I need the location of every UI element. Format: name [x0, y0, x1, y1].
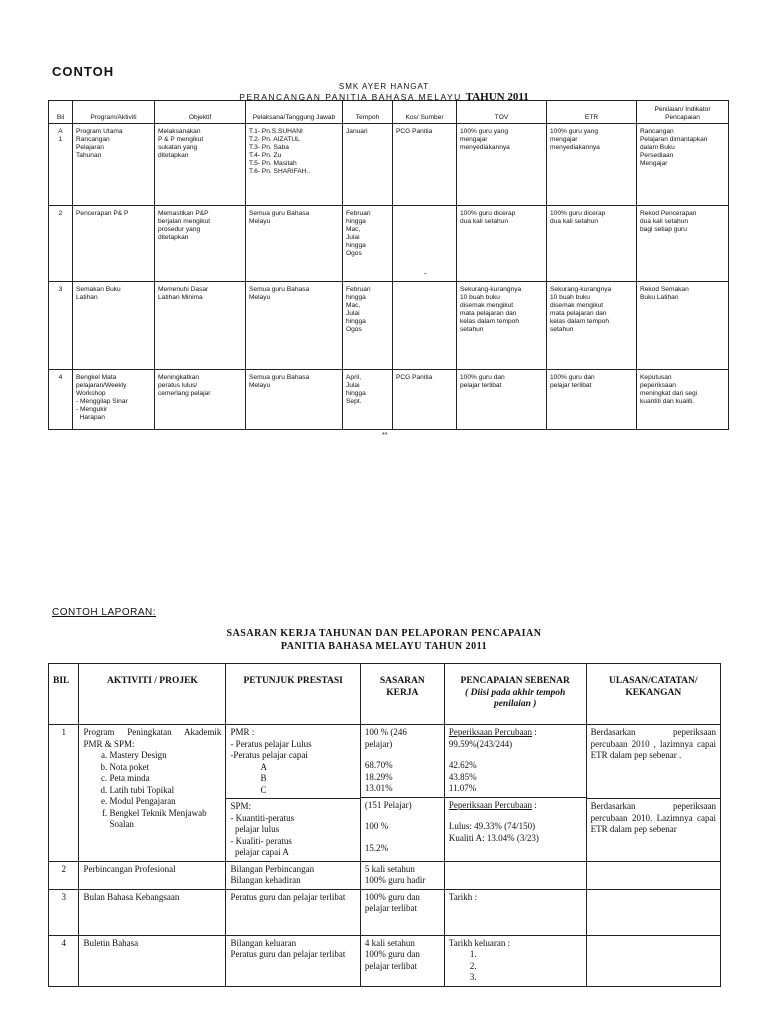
cell-line: mengajar	[550, 136, 578, 143]
cell-line: Sept.	[346, 398, 362, 405]
report-row-ulasan	[586, 861, 720, 889]
sasaran-line: pelajar terlibat	[364, 960, 418, 971]
cell-line: Semua guru Bahasa	[249, 210, 310, 217]
spm-pencapaian-label-line: Peperiksaan Percubaan :	[448, 799, 537, 810]
cell-line: - Mengukir	[76, 406, 108, 413]
spm-ulasan: Berdasarkan peperiksaan percubaan 2010. Lazimnya capai ETR dalam pep sebenar	[587, 798, 720, 841]
cell-line: pelajar terlibat	[460, 382, 502, 389]
planning-cell-etr	[547, 370, 637, 430]
spm-petunjuk	[226, 798, 359, 859]
petunjuk-line: Bilangan Perbincangan	[230, 863, 315, 874]
planning-header-row	[49, 101, 729, 124]
report-title-line2: PANITIA BAHASA MELAYU TAHUN 2011	[280, 641, 488, 652]
aktiviti-item: f. Bengkel Teknik Menjawab Soalan	[109, 808, 221, 831]
planning-row	[49, 282, 729, 370]
cell-line: 1	[58, 136, 63, 143]
report-row-sasaran	[360, 725, 444, 862]
pmr-pencapaian-line: 99.59%(243/244)	[448, 738, 513, 749]
report-row-bil: 1	[49, 725, 79, 862]
cell-line: Melaksanakan	[158, 128, 201, 135]
keluaran-item	[479, 961, 582, 973]
cell-line: Meningkatkan	[158, 374, 200, 381]
pmr-pencapaian-line: 42.62%	[448, 760, 477, 770]
cell-line: peratus lulus/	[158, 382, 198, 389]
pencapaian-note: ( Diisi pada akhir tempoh penilaian )	[465, 687, 566, 709]
cell-line: Mac,	[346, 302, 361, 309]
cell-line: A	[58, 128, 63, 135]
cell-line: mengajar	[460, 136, 488, 143]
report-row-aktiviti: Buletin Bahasa	[79, 935, 226, 986]
cell-line: hingga	[346, 218, 366, 225]
spm-pencapaian-label: Peperiksaan Percubaan	[448, 799, 533, 810]
pmr-sasaran-line: 13.01%	[364, 783, 393, 793]
planning-cell-tov	[457, 206, 547, 282]
keluaran-item	[479, 972, 582, 984]
cell-line: hingga	[346, 242, 366, 249]
report-row-pencapaian	[444, 935, 586, 986]
planning-cell-etr	[547, 206, 637, 282]
cell-line: Melayu	[249, 382, 271, 389]
report-col-aktiviti: AKTIVITI / PROJEK	[79, 664, 226, 725]
school-name: SMK AYER HANGAT	[338, 82, 430, 91]
planning-cell-penilaian	[637, 124, 729, 206]
sasaran-line: 100% guru dan	[364, 891, 420, 902]
keluaran-item	[479, 949, 582, 961]
planning-cell-kos	[393, 282, 457, 370]
pmr-sasaran-line: 18.29%	[364, 771, 393, 782]
report-row-petunjuk	[226, 861, 360, 889]
aktiviti-list	[83, 750, 221, 831]
pmr-grade: A	[260, 761, 267, 772]
cell-line: T.6- Pn. SHARIFAH..	[249, 168, 311, 175]
planning-cell-bil	[49, 370, 73, 430]
report-row-sasaran	[360, 889, 444, 935]
col-header-tempoh: Tempoh	[343, 101, 393, 124]
sasaran-line: 4 kali setahun	[364, 937, 415, 948]
spm-petunjuk-line: SPM:	[230, 801, 251, 811]
cell-line: PCG Panitia	[396, 128, 433, 135]
cell-line: Bengkel Mata	[76, 374, 117, 381]
cell-line: Buku Latihan	[640, 294, 679, 301]
spm-sasaran-line: 15.2%	[364, 842, 389, 853]
cell-line: disemak mengikut	[550, 302, 604, 309]
planning-cell-program	[73, 282, 155, 370]
cell-line: P & P mengikut	[158, 136, 204, 143]
report-row-pencapaian	[444, 725, 586, 862]
cell-line: sukatan yang	[158, 144, 198, 151]
cell-line: Sekurang-kurangnya	[550, 286, 612, 293]
planning-cell-program	[73, 370, 155, 430]
planning-cell-pelaksana	[246, 282, 343, 370]
cell-line: disemak mengikut	[460, 302, 514, 309]
cell-line: Rancangan	[640, 128, 674, 135]
planning-cell-etr	[547, 282, 637, 370]
planning-cell-kos	[393, 370, 457, 430]
cell-line: T.5- Pn. Masitah	[249, 160, 297, 167]
planning-cell-tempoh	[343, 370, 393, 430]
report-row-4	[49, 935, 721, 986]
planning-cell-kos	[393, 124, 457, 206]
cell-line: Semakan Buku	[76, 286, 121, 293]
spm-petunjuk-line: pelajar lulus	[230, 824, 280, 834]
report-col-ulasan: ULASAN/CATATAN/ KEKANGAN	[586, 664, 720, 725]
pmr-grade: C	[260, 784, 267, 795]
col-header-kos: Kos/ Sumber	[393, 101, 457, 124]
cell-line: hingga	[346, 390, 366, 397]
cell-line: Latihan Minima	[158, 294, 203, 301]
report-title-line1: SASARAN KERJA TAHUNAN DAN PELAPORAN PENCAPAIAN	[226, 628, 542, 639]
spm-pencapaian	[445, 797, 586, 845]
cell-line: pelajar terlibat	[550, 382, 592, 389]
cell-line: Mac,	[346, 226, 361, 233]
report-row-bil: 2	[49, 861, 79, 889]
petunjuk-line: Bilangan keluaran	[230, 937, 297, 948]
spm-sasaran-line: (151 Pelajar)	[364, 799, 412, 810]
spm-pencapaian-line: Lulus: 49.33% (74/150)	[448, 821, 536, 831]
pmr-sasaran-line: 100 % (246	[364, 727, 407, 737]
pmr-pencapaian-line: 11.07%	[448, 783, 477, 793]
report-row-petunjuk: Peratus guru dan pelajar terlibat	[226, 889, 360, 935]
pmr-pencapaian-label-line: Peperiksaan Percubaan :	[448, 727, 537, 737]
sasaran-line: pelajar terlibat	[364, 903, 418, 913]
cell-line: Workshop	[76, 390, 106, 397]
dash-mark: -	[424, 269, 427, 278]
cell-line: Ogos	[346, 250, 362, 257]
planning-cell-program	[73, 124, 155, 206]
report-col-sasaran: SASARAN KERJA	[360, 664, 444, 725]
planning-table	[48, 100, 729, 430]
pencapaian-label: Tarikh keluaran :	[448, 937, 511, 948]
aktiviti-item: b. Nota poket	[109, 762, 221, 774]
pmr-sasaran-line: pelajar)	[364, 738, 393, 749]
cell-line: Rekod Pencerapan	[640, 210, 697, 217]
cell-line: hingga	[346, 294, 366, 301]
pmr-ulasan: Berdasarkan peperiksaan percubaan 2010 , lazimnya capai ETR dalam pep sebenar .	[590, 727, 716, 760]
petunjuk-line: Bilangan kehadiran	[230, 875, 301, 885]
cell-line: prosedur yang	[158, 226, 201, 233]
cell-line: meningkat dari segi	[640, 390, 698, 397]
planning-cell-penilaian	[637, 206, 729, 282]
aktiviti-item: c. Peta minda	[109, 773, 221, 785]
report-row-petunjuk	[226, 725, 360, 862]
cell-line: Harapan	[76, 414, 105, 421]
planning-cell-tempoh	[343, 206, 393, 282]
cell-line: Latihan	[76, 294, 98, 301]
cell-line: hingga	[346, 318, 366, 325]
cell-line: T.1- Pn.S.SUHANI	[249, 128, 303, 135]
cell-line: menyediakannya	[550, 144, 600, 151]
spm-petunjuk-line: - Kuantiti-peratus	[230, 812, 295, 823]
cell-line: Sekurang-kurangnya	[460, 286, 522, 293]
col-header-penilaian: Penilaian/ Indikator Pencapaian	[637, 101, 729, 124]
cell-line: Mengajar	[640, 160, 668, 167]
petunjuk-line: Peratus guru dan pelajar terlibat	[230, 949, 346, 959]
cell-line: Rekod Semakan	[640, 286, 689, 293]
pmr-petunjuk-line: -Peratus pelajar capai	[230, 750, 308, 760]
cell-line: Program Utama	[76, 128, 123, 135]
cell-line: Julai	[346, 234, 360, 241]
cell-line: setahun	[550, 326, 574, 333]
cell-line: pelajaran/Weekly	[76, 382, 127, 389]
pmr-petunjuk-line: - Peratus pelajar Lulus	[230, 738, 312, 749]
report-row-bil: 3	[49, 889, 79, 935]
section-heading-laporan: CONTOH LAPORAN:	[52, 607, 156, 618]
cell-line: bagi setiap guru	[640, 226, 687, 233]
cell-line: 4	[58, 374, 63, 381]
cell-line: 100% guru dicerap	[460, 210, 516, 217]
cell-line: Februari	[346, 210, 371, 217]
planning-row	[49, 206, 729, 282]
col-header-objektif: Objektif	[155, 101, 246, 124]
cell-line: kelas dalam tempoh	[550, 318, 610, 325]
cell-line: T.3- Pn. Saba	[249, 144, 289, 151]
planning-row	[49, 124, 729, 206]
cell-line: Persediaan	[640, 152, 674, 159]
col-header-etr: ETR	[547, 101, 637, 124]
cell-line: Julai	[346, 382, 360, 389]
cell-line: T.2- Pn. AIZATUL	[249, 136, 300, 143]
report-row-ulasan	[586, 935, 720, 986]
cell-line: dua kali setahun	[460, 218, 509, 225]
cell-line: Januari	[346, 128, 368, 135]
col-header-pelaksana: Pelaksana/Tanggung Jawab	[246, 101, 343, 124]
cell-line: ditetapkan	[158, 152, 189, 159]
cell-line: PCG Panitia	[396, 374, 433, 381]
planning-cell-bil	[49, 282, 73, 370]
report-row-aktiviti: Bulan Bahasa Kebangsaan	[79, 889, 226, 935]
cell-line: Pelajaran dimantapkan	[640, 136, 708, 143]
report-row-sasaran	[360, 861, 444, 889]
cell-line: Pelajaran	[76, 144, 104, 151]
cell-line: ditetapkan	[158, 234, 189, 241]
cell-line: peperiksaan	[640, 382, 676, 389]
cell-line: Melayu	[249, 294, 271, 301]
spm-petunjuk-line: pelajar capai A	[230, 847, 289, 857]
pmr-pencapaian	[449, 727, 582, 795]
report-col-bil: BIL	[49, 664, 79, 725]
planning-cell-program	[73, 206, 155, 282]
pmr-grade: B	[260, 773, 267, 783]
cell-line: 100% guru yang	[550, 128, 599, 135]
spacer	[449, 750, 582, 760]
cell-line: Rancangan	[76, 136, 110, 143]
cell-line: 100% guru yang	[460, 128, 509, 135]
cell-line: 3	[58, 286, 63, 293]
report-row-ulasan	[586, 889, 720, 935]
spacer	[365, 811, 440, 821]
report-row-pencapaian	[444, 861, 586, 889]
cell-line: 2	[58, 210, 63, 217]
cell-line: Semua guru Bahasa	[249, 374, 310, 381]
cell-line: mata pelajaran dan	[550, 310, 607, 317]
spm-sasaran-line: 100 %	[364, 821, 389, 831]
planning-cell-etr	[547, 124, 637, 206]
aktiviti-title: Program Peningkatan Akademik PMR & SPM:	[83, 727, 222, 749]
cell-line: Pencerapan P& P	[76, 210, 129, 217]
planning-cell-pelaksana	[246, 370, 343, 430]
cell-line: 100% guru dan	[550, 374, 595, 381]
planning-cell-objektif	[155, 206, 246, 282]
report-col-pencapaian	[444, 664, 586, 725]
aktiviti-item: e. Modul Pengajaran	[109, 796, 221, 808]
cell-line: 10 buah buku	[460, 294, 500, 301]
report-header-row	[49, 664, 721, 725]
section-heading-contoh: CONTOH	[52, 64, 115, 79]
cell-line: menyediakannya	[460, 144, 510, 151]
sasaran-line: 5 kali setahun	[364, 863, 415, 874]
cell-line: Februari	[346, 286, 371, 293]
report-row-petunjuk	[226, 935, 360, 986]
planning-row	[49, 370, 729, 430]
report-row-pencapaian	[444, 889, 586, 935]
cell-line: Ogos	[346, 326, 362, 333]
cell-line: Melayu	[249, 218, 271, 225]
cell-line: dua kali setahun	[550, 218, 599, 225]
pencapaian-line: Tarikh :	[448, 891, 477, 902]
pmr-petunjuk-line: PMR :	[230, 727, 255, 737]
cell-line: dalam Buku	[640, 144, 675, 151]
sasaran-line: 100% guru hadir	[364, 875, 426, 885]
spacer	[365, 750, 440, 760]
planning-cell-pelaksana	[246, 124, 343, 206]
report-col-petunjuk: PETUNJUK PRESTASI	[226, 664, 360, 725]
cell-line: Memenuhi Dasar	[158, 286, 209, 293]
cell-line: Tahunan	[76, 152, 102, 159]
report-row-2	[49, 861, 721, 889]
col-header-program: Program/Aktiviti	[73, 101, 155, 124]
spm-sasaran	[361, 797, 444, 855]
cell-line: 100% guru dan	[460, 374, 505, 381]
report-row-aktiviti: Perbincangan Profesional	[79, 861, 226, 889]
cell-line: April,	[346, 374, 362, 381]
planning-cell-objektif	[155, 124, 246, 206]
planning-cell-objektif	[155, 282, 246, 370]
sasaran-line: 100% guru dan	[364, 949, 420, 959]
spm-petunjuk-line: - Kualiti- peratus	[230, 835, 292, 846]
pmr-pencapaian-label: Peperiksaan Percubaan	[448, 727, 533, 737]
cell-line: 10 buah buku	[550, 294, 590, 301]
aktiviti-item: a. Mastery Design	[109, 750, 221, 762]
cell-line: cemerlang pelajar	[158, 390, 211, 397]
footer-mark: **	[382, 432, 388, 439]
planning-cell-tov	[457, 370, 547, 430]
planning-cell-tempoh	[343, 282, 393, 370]
report-table	[48, 663, 721, 987]
col-header-bil: Bil	[49, 101, 73, 124]
report-row-bil: 4	[49, 935, 79, 986]
pmr-sasaran	[365, 727, 440, 795]
pencapaian-title: PENCAPAIAN SEBENAR	[460, 676, 570, 686]
cell-line: berjalan mengikut	[158, 218, 211, 225]
cell-line: Julai	[346, 310, 360, 317]
cell-line: Keputusan	[640, 374, 672, 381]
cell-line: T.4- Pn. Zu	[249, 152, 282, 159]
planning-cell-tempoh	[343, 124, 393, 206]
planning-cell-penilaian	[637, 282, 729, 370]
cell-line: - Menggilap Sinar	[76, 398, 128, 405]
spacer	[449, 811, 582, 821]
report-row-1	[49, 725, 721, 862]
aktiviti-item: d. Latih tubi Topikal	[109, 785, 221, 797]
spm-pencapaian-line: Kualiti A: 13.04% (3/23)	[448, 832, 539, 843]
col-header-tov: TOV	[457, 101, 547, 124]
cell-line: mata pelajaran dan	[460, 310, 517, 317]
pmr-sasaran-line: 68.70%	[364, 760, 393, 770]
cell-line: Memastikan P&P	[158, 210, 209, 217]
planning-cell-bil	[49, 206, 73, 282]
pmr-pencapaian-line: 43.85%	[448, 771, 477, 782]
plan-title-text: PERANCANGAN PANITIA BAHASA MELAYU	[239, 92, 462, 102]
cell-line: kelas dalam tempoh	[460, 318, 520, 325]
planning-cell-penilaian	[637, 370, 729, 430]
report-row-sasaran	[360, 935, 444, 986]
report-row-ulasan	[586, 725, 720, 862]
cell-line: Semua guru Bahasa	[249, 286, 310, 293]
pmr-petunjuk	[230, 727, 355, 796]
planning-cell-objektif	[155, 370, 246, 430]
spacer	[365, 833, 440, 843]
planning-cell-tov	[457, 282, 547, 370]
cell-line: 100% guru dicerap	[550, 210, 606, 217]
report-row-aktiviti	[79, 725, 226, 862]
cell-line: dua kali setahun	[640, 218, 689, 225]
planning-cell-bil	[49, 124, 73, 206]
cell-line: kuantiti dan kualiti.	[640, 398, 695, 405]
plan-year: TAHUN 2011	[465, 91, 529, 103]
cell-line: setahun	[460, 326, 484, 333]
planning-cell-tov	[457, 124, 547, 206]
planning-cell-pelaksana	[246, 206, 343, 282]
keluaran-list	[449, 949, 582, 984]
report-row-3	[49, 889, 721, 935]
